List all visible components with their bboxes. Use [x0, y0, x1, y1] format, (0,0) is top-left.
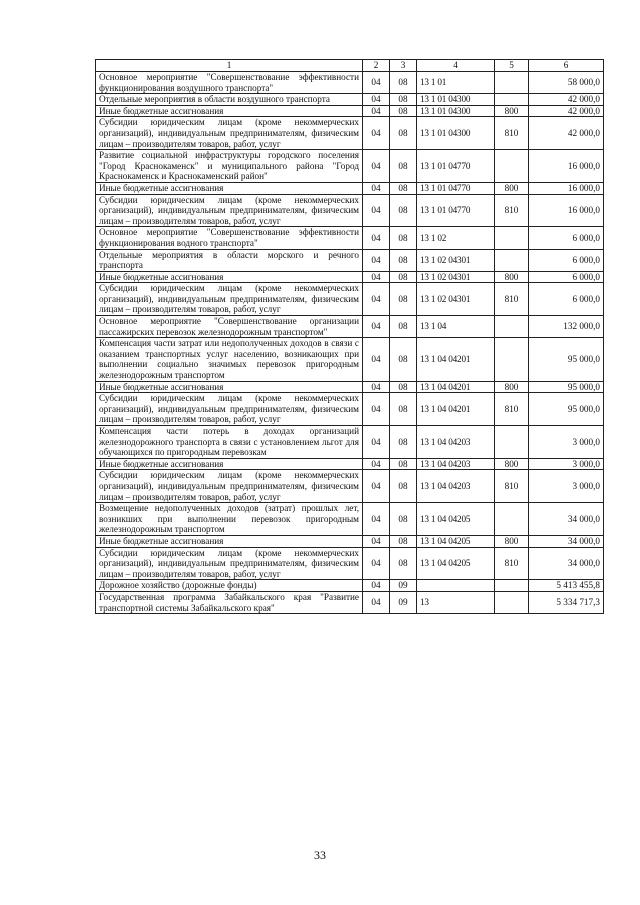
row-amount: 16 000,0: [529, 150, 604, 183]
row-section: 04: [363, 283, 390, 316]
row-amount: 34 000,0: [529, 535, 604, 547]
row-expense-type: [495, 227, 529, 249]
row-subsection: 08: [390, 227, 417, 249]
table-row: [96, 591, 604, 613]
row-name: Дорожное хозяйство (дорожные фонды): [96, 580, 363, 592]
row-amount: 34 000,0: [529, 547, 604, 580]
row-expense-type: [495, 249, 529, 271]
row-name: Субсидии юридическим лицам (кроме некоммерческих организаций), индивидуальным предпринимателям, физическим лицам – производителям товаров, работ, услуг: [96, 470, 363, 503]
row-expense-type: [495, 591, 529, 613]
row-amount: 6 000,0: [529, 249, 604, 271]
row-amount: 42 000,0: [529, 105, 604, 117]
row-section: 04: [363, 580, 390, 592]
row-name: Основное мероприятие "Совершенствование эффективности функционирования водного транспорта": [96, 227, 363, 249]
row-section: 04: [363, 105, 390, 117]
table-row: [96, 338, 604, 381]
row-amount: 95 000,0: [529, 393, 604, 426]
row-target-code: 13 1 01 04300: [417, 105, 495, 117]
row-expense-type: [495, 338, 529, 381]
row-amount: 42 000,0: [529, 117, 604, 150]
table-row: [96, 94, 604, 106]
table-row: [96, 381, 604, 393]
row-name: Субсидии юридическим лицам (кроме некоммерческих организаций), индивидуальным предпринимателям, физическим лицам – производителям товаров, работ, услуг: [96, 194, 363, 227]
row-subsection: 08: [390, 271, 417, 283]
table-row: [96, 316, 604, 338]
row-expense-type: 810: [495, 283, 529, 316]
row-target-code: 13 1 04 04205: [417, 503, 495, 536]
row-subsection: 08: [390, 535, 417, 547]
row-amount: 34 000,0: [529, 503, 604, 536]
row-section: 04: [363, 150, 390, 183]
row-target-code: 13 1 01 04770: [417, 182, 495, 194]
row-target-code: 13 1 04 04201: [417, 338, 495, 381]
row-amount: 5 413 455,8: [529, 580, 604, 592]
row-amount: 6 000,0: [529, 283, 604, 316]
row-name: Развитие социальной инфраструктуры городского поселения "Город Краснокаменск" и муниципального района "Город Краснокаменск и Краснокаменский район": [96, 150, 363, 183]
row-expense-type: 800: [495, 458, 529, 470]
row-section: 04: [363, 117, 390, 150]
table-row: [96, 535, 604, 547]
table-row: [96, 580, 604, 592]
row-name: Иные бюджетные ассигнования: [96, 535, 363, 547]
table-row: [96, 194, 604, 227]
row-expense-type: [495, 426, 529, 459]
row-name: Субсидии юридическим лицам (кроме некоммерческих организаций), индивидуальным предпринимателям, физическим лицам – производителям товаров, работ, услуг: [96, 547, 363, 580]
row-target-code: 13 1 04 04205: [417, 547, 495, 580]
header-cell: 2: [363, 60, 390, 72]
row-amount: 95 000,0: [529, 338, 604, 381]
row-expense-type: 800: [495, 381, 529, 393]
row-expense-type: 800: [495, 105, 529, 117]
row-name: Субсидии юридическим лицам (кроме некоммерческих организаций), индивидуальным предпринимателям, физическим лицам – производителям товаров, работ, услуг: [96, 283, 363, 316]
row-section: 04: [363, 535, 390, 547]
row-amount: 3 000,0: [529, 458, 604, 470]
row-subsection: 08: [390, 393, 417, 426]
row-section: 04: [363, 470, 390, 503]
row-section: 04: [363, 503, 390, 536]
row-target-code: 13 1 04: [417, 316, 495, 338]
row-subsection: 08: [390, 117, 417, 150]
row-target-code: 13 1 02 04301: [417, 283, 495, 316]
header-cell: 6: [529, 60, 604, 72]
row-expense-type: 810: [495, 117, 529, 150]
row-subsection: 08: [390, 503, 417, 536]
row-name: Основное мероприятие "Совершенствование организации пассажирских перевозок железнодорожным транспортом": [96, 316, 363, 338]
header-cell: 4: [417, 60, 495, 72]
row-target-code: 13 1 04 04205: [417, 535, 495, 547]
row-section: 04: [363, 249, 390, 271]
row-section: 04: [363, 72, 390, 94]
table-row: [96, 426, 604, 459]
table-row: [96, 470, 604, 503]
row-name: Компенсация части затрат или недополученных доходов в связи с оказанием транспортных услуг населению, возникающих при выполнении социально значимых перевозок пригородным железнодорожным транспортом: [96, 338, 363, 381]
row-expense-type: [495, 316, 529, 338]
table-row: [96, 458, 604, 470]
row-name: Иные бюджетные ассигнования: [96, 105, 363, 117]
table-row: [96, 271, 604, 283]
table-row: [96, 72, 604, 94]
row-expense-type: [495, 580, 529, 592]
budget-table: [95, 59, 604, 614]
row-subsection: 08: [390, 338, 417, 381]
table-row: [96, 105, 604, 117]
row-expense-type: [495, 72, 529, 94]
row-target-code: 13 1 01: [417, 72, 495, 94]
table-row: [96, 150, 604, 183]
row-subsection: 08: [390, 381, 417, 393]
row-section: 04: [363, 316, 390, 338]
row-target-code: 13 1 04 04201: [417, 381, 495, 393]
table-row: [96, 182, 604, 194]
row-section: 04: [363, 194, 390, 227]
row-expense-type: 800: [495, 182, 529, 194]
row-amount: 16 000,0: [529, 194, 604, 227]
table-row: [96, 117, 604, 150]
row-expense-type: 810: [495, 393, 529, 426]
row-expense-type: 810: [495, 194, 529, 227]
row-subsection: 08: [390, 316, 417, 338]
row-amount: 5 334 717,3: [529, 591, 604, 613]
header-row: [96, 60, 604, 72]
row-amount: 3 000,0: [529, 426, 604, 459]
row-target-code: 13: [417, 591, 495, 613]
row-subsection: 08: [390, 458, 417, 470]
row-subsection: 08: [390, 182, 417, 194]
row-name: Субсидии юридическим лицам (кроме некоммерческих организаций), индивидуальным предпринимателям, физическим лицам – производителям товаров, работ, услуг: [96, 117, 363, 150]
row-target-code: 13 1 01 04300: [417, 94, 495, 106]
row-subsection: 09: [390, 580, 417, 592]
row-amount: 132 000,0: [529, 316, 604, 338]
row-section: 04: [363, 458, 390, 470]
row-section: 04: [363, 271, 390, 283]
page-number: 33: [314, 848, 326, 862]
row-target-code: 13 1 02 04301: [417, 271, 495, 283]
row-name: Иные бюджетные ассигнования: [96, 458, 363, 470]
row-section: 04: [363, 182, 390, 194]
row-target-code: 13 1 04 04203: [417, 458, 495, 470]
row-target-code: [417, 580, 495, 592]
row-section: 04: [363, 591, 390, 613]
row-subsection: 08: [390, 426, 417, 459]
row-subsection: 08: [390, 249, 417, 271]
row-section: 04: [363, 94, 390, 106]
row-name: Отдельные мероприятия в области воздушного транспорта: [96, 94, 363, 106]
row-expense-type: [495, 150, 529, 183]
row-section: 04: [363, 381, 390, 393]
row-name: Отдельные мероприятия в области морского и речного транспорта: [96, 249, 363, 271]
row-section: 04: [363, 338, 390, 381]
row-target-code: 13 1 01 04770: [417, 194, 495, 227]
row-section: 04: [363, 426, 390, 459]
row-target-code: 13 1 02: [417, 227, 495, 249]
row-target-code: 13 1 04 04203: [417, 426, 495, 459]
row-subsection: 08: [390, 72, 417, 94]
row-amount: 6 000,0: [529, 227, 604, 249]
row-expense-type: 810: [495, 470, 529, 503]
row-subsection: 08: [390, 547, 417, 580]
header-cell: 3: [390, 60, 417, 72]
row-subsection: 08: [390, 105, 417, 117]
row-subsection: 08: [390, 283, 417, 316]
row-expense-type: 810: [495, 547, 529, 580]
table-row: [96, 227, 604, 249]
row-expense-type: [495, 503, 529, 536]
row-subsection: 08: [390, 470, 417, 503]
row-name: Государственная программа Забайкальского края "Развитие транспортной системы Забайкальского края": [96, 591, 363, 613]
row-target-code: 13 1 04 04203: [417, 470, 495, 503]
row-expense-type: 800: [495, 271, 529, 283]
row-name: Возмещение недополученных доходов (затрат) прошлых лет, возникших при выполнении перевозок пригородным железнодорожным транспортом: [96, 503, 363, 536]
table-row: [96, 393, 604, 426]
row-target-code: 13 1 04 04201: [417, 393, 495, 426]
row-target-code: 13 1 01 04300: [417, 117, 495, 150]
row-subsection: 08: [390, 150, 417, 183]
row-target-code: 13 1 02 04301: [417, 249, 495, 271]
header-cell: 1: [96, 60, 363, 72]
row-amount: 16 000,0: [529, 182, 604, 194]
table-row: [96, 503, 604, 536]
row-amount: 6 000,0: [529, 271, 604, 283]
row-amount: 58 000,0: [529, 72, 604, 94]
row-subsection: 08: [390, 94, 417, 106]
row-expense-type: 800: [495, 535, 529, 547]
row-name: Основное мероприятие "Совершенствование эффективности функционирования воздушного транспорта": [96, 72, 363, 94]
table-row: [96, 249, 604, 271]
row-name: Субсидии юридическим лицам (кроме некоммерческих организаций), индивидуальным предпринимателям, физическим лицам – производителям товаров, работ, услуг: [96, 393, 363, 426]
row-amount: 42 000,0: [529, 94, 604, 106]
row-target-code: 13 1 01 04770: [417, 150, 495, 183]
row-section: 04: [363, 393, 390, 426]
row-amount: 95 000,0: [529, 381, 604, 393]
row-name: Иные бюджетные ассигнования: [96, 381, 363, 393]
row-name: Иные бюджетные ассигнования: [96, 182, 363, 194]
row-expense-type: [495, 94, 529, 106]
row-subsection: 09: [390, 591, 417, 613]
row-section: 04: [363, 227, 390, 249]
row-section: 04: [363, 547, 390, 580]
table-row: [96, 547, 604, 580]
row-name: Иные бюджетные ассигнования: [96, 271, 363, 283]
row-subsection: 08: [390, 194, 417, 227]
header-cell: 5: [495, 60, 529, 72]
row-amount: 3 000,0: [529, 470, 604, 503]
row-name: Компенсация части потерь в доходах организаций железнодорожного транспорта в связи с установлением льгот для обучающихся по пригородным перевозкам: [96, 426, 363, 459]
table-row: [96, 283, 604, 316]
